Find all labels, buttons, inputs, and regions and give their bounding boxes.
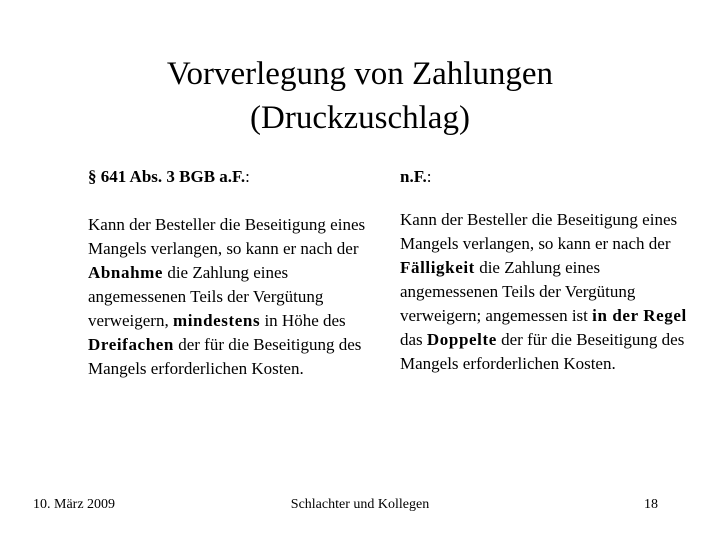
left-emphasis-abnahme: Abnahme (88, 263, 164, 282)
left-text-part-4: der für die Beseitigung des Mangels erforderlichen Kosten. (88, 335, 362, 378)
right-text-part-1: Kann der Besteller die Beseitigung eines Mangels verlangen, so kann er nach der (400, 210, 678, 253)
footer-page-number: 18 (644, 497, 658, 512)
right-text-part-2: die Zahlung eines angemessenen Teils der Vergütung verweigern; angemessen ist (400, 258, 636, 325)
left-column-text (88, 213, 368, 381)
footer-date: 10. März 2009 (33, 497, 116, 512)
right-emphasis-doppelte: Doppelte (426, 330, 497, 349)
right-heading-colon: : (426, 167, 432, 186)
right-emphasis-faelligkeit: Fälligkeit (400, 258, 475, 277)
slide-title (40, 52, 680, 140)
right-text-part-4: der für die Beseitigung des Mangels erforderlichen Kosten. (400, 330, 685, 373)
left-emphasis-dreifachen: Dreifachen (88, 335, 174, 354)
left-text-part-3: in Höhe des (260, 311, 346, 330)
right-emphasis-in-der-regel: in der Regel (592, 306, 687, 325)
slide-title-line-2: (Druckzuschlag) (250, 100, 470, 136)
left-text-part-1: Kann der Besteller die Beseitigung eines Mangels verlangen, so kann er nach der (88, 215, 366, 258)
slide-title-line-1: Vorverlegung von Zahlungen (166, 56, 554, 92)
left-column-heading (88, 165, 250, 189)
left-heading-citation: § 641 Abs. 3 BGB a.F. (88, 167, 246, 186)
footer-author: Schlachter und Kollegen (290, 497, 430, 512)
left-text-part-2: die Zahlung eines angemessenen Teils der Vergütung verweigern, (88, 263, 324, 330)
right-heading-citation: n.F. (400, 167, 427, 186)
right-text-part-3: das (400, 330, 427, 349)
right-column-heading (400, 165, 432, 189)
right-column-text (400, 208, 690, 376)
left-emphasis-mindestens: mindestens (172, 311, 261, 330)
left-heading-colon: : (245, 167, 250, 186)
